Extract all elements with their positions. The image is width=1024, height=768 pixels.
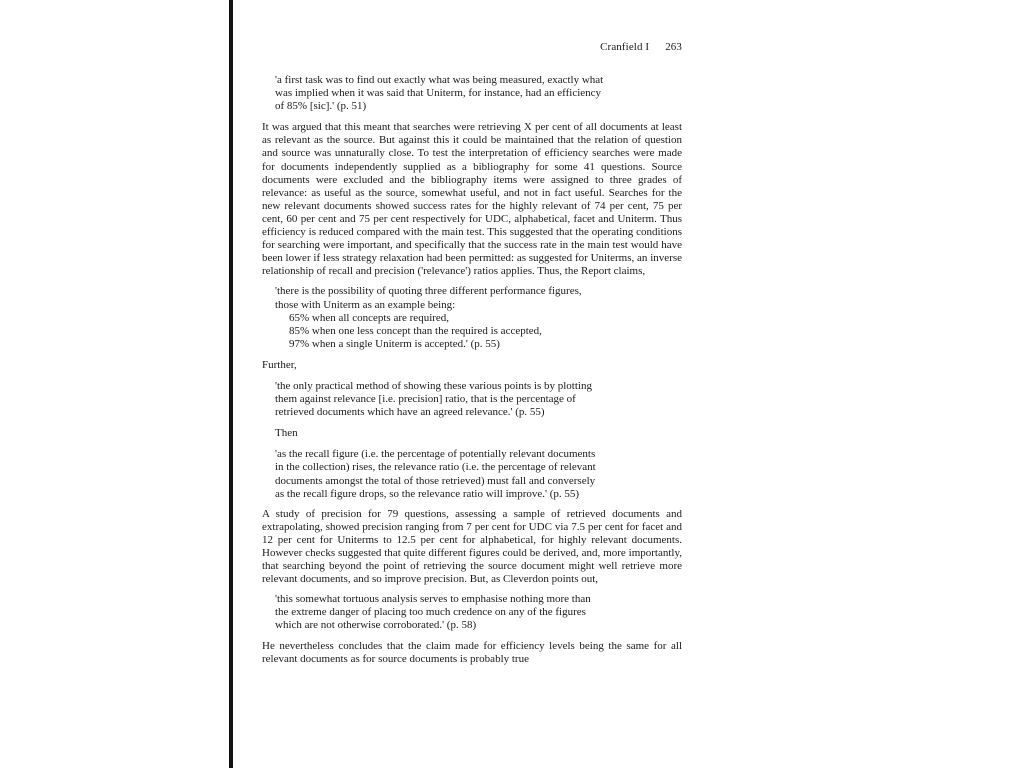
connective-further: Further, — [262, 358, 297, 371]
quote-line: 'this somewhat tortuous analysis serves to emphasise nothing more than — [275, 593, 591, 606]
block-quote-tortuous-analysis — [275, 593, 682, 632]
figure-item: 85% when one less concept than the required is accepted, — [289, 324, 542, 337]
quote-line: retrieved documents which have an agreed relevance.' (p. 55) — [275, 406, 545, 419]
quote-line: 'as the recall figure (i.e. the percentage of potentially relevant documents — [275, 448, 596, 461]
quote-line: 'the only practical method of showing these various points is by plotting — [275, 379, 592, 392]
quote-line: the extreme danger of placing too much credence on any of the figures — [275, 606, 586, 619]
quote-line: of 85% [sic].' (p. 51) — [275, 100, 367, 113]
block-quote-plotting — [275, 380, 682, 419]
quote-line: them against relevance [i.e. precision] ratio, that is the percentage of — [275, 393, 576, 406]
quote-line: documents amongst the total of those retrieved) must fall and conversely — [275, 474, 596, 487]
quote-line: those with Uniterm as an example being: — [275, 298, 456, 311]
connective-then: Then — [275, 427, 298, 440]
quote-line: as the recall figure drops, so the relevance ratio will improve.' (p. 55) — [275, 487, 580, 500]
quote-line: 'a first task was to find out exactly what was being measured, exactly what — [275, 74, 604, 86]
block-quote-performance-figures — [275, 285, 682, 350]
page-body — [262, 74, 682, 666]
running-header — [262, 41, 682, 53]
quote-line: 'there is the possibility of quoting three different performance figures, — [275, 285, 582, 298]
paragraph-precision-study: A study of precision for 79 questions, assessing a sample of retrieved documents and extrapolating, showed precision ranging from 7 per cent for UDC via 7.5 per cent for facet and 12 per cent for Uniterms to 12.5 per cent for alphabetical, for highly relevant documents. However checks suggested that quite different figures could be derived, and, more importantly, that searching beyond the point of retrieving the source document might well retrieve more relevant documents, and so improve precision. But, as Cleverdon points out, — [262, 507, 682, 586]
quote-line: in the collection) rises, the relevance ratio (i.e. the percentage of relevant — [275, 461, 596, 474]
paragraph-conclusion: He nevertheless concludes that the claim made for efficiency levels being the same for all relevant documents as for source documents is probably true — [262, 639, 682, 665]
figure-item: 65% when all concepts are required, — [289, 311, 450, 324]
block-quote-efficiency — [275, 74, 682, 113]
quote-line: which are not otherwise corroborated.' (p. 58) — [275, 619, 477, 632]
paragraph-efficiency-interpretation: It was argued that this meant that searches were retrieving X per cent of all documents at least as relevant as the source. But against this it could be maintained that the relation of question and source was unnaturally close. To test the interpretation of efficiency searches were made for documents independently supplied as a bibliography for some 41 questions. Source documents were excluded and the bibliography items were assigned to three grades of relevance: as useful as the source, somewhat useful, and not in fact useful. Searches for the new relevant documents showed success rates for the highly relevant of 74 per cent, 75 per cent, 60 per cent and 75 per cent respectively for UDC, alphabetical, facet and Uniterm. Thus efficiency is reduced compared with the main test. This suggested that the operating conditions for searching were important, and specifically that the success rate in the main test would have been lower if less strategy relaxation had been permitted: as suggested for Uniterms, an inverse relationship of recall and precision ('relevance') ratios applies. Thus, the Report claims, — [262, 121, 682, 278]
figure-item: 97% when a single Uniterm is accepted.' (p. 55) — [289, 337, 500, 350]
running-head-title: Cranfield I — [600, 41, 650, 53]
page-number: 263 — [665, 41, 682, 53]
block-quote-recall-relevance — [275, 448, 682, 500]
scan-binding-edge — [229, 0, 233, 768]
quote-line: was implied when it was said that Uniterm, for instance, had an efficiency — [275, 87, 602, 100]
